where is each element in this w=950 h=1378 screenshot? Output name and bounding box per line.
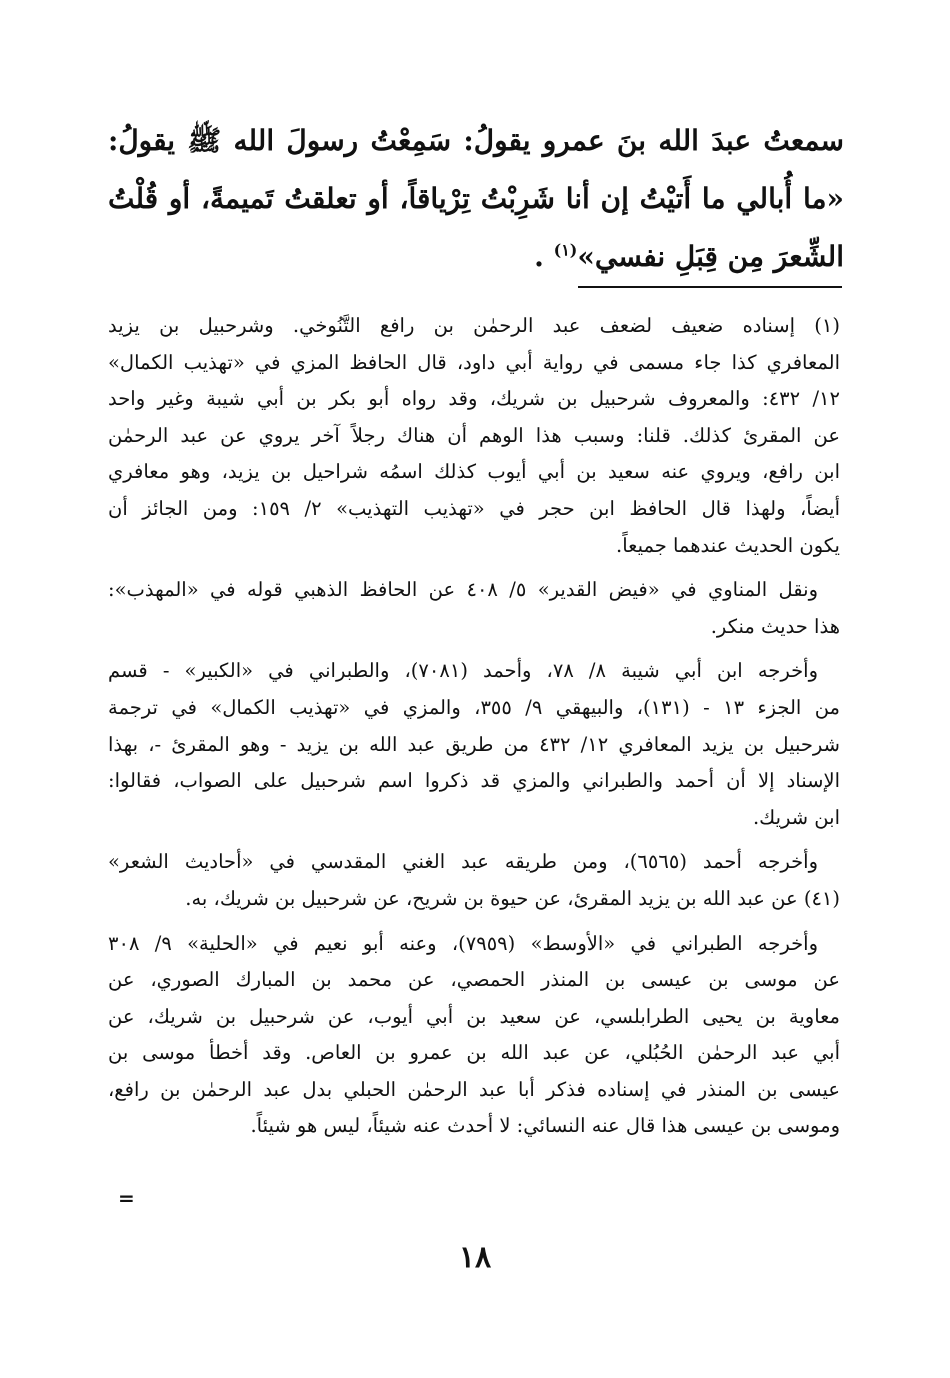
footnote-divider <box>578 286 842 288</box>
footnote-line: عيسى بن المنذر في إسناده فذكر أبا عبد الرحمٰن الحبلي بدل عبد الرحمٰن بن رافع، <box>108 1077 840 1101</box>
footnote-paragraph-4 <box>108 844 840 917</box>
footnotes <box>108 308 840 1153</box>
page-number: ١٨ <box>458 1240 492 1275</box>
footnote-line: من الجزء ١٣ - (١٣١)، والبيهقي ٩/ ٣٥٥، والمزي في «تهذيب الكمال» في ترجمة <box>108 695 840 719</box>
footnote-line: ابن رافع، ويروي عنه سعيد بن أبي أيوب كذلك اسمُه شراحيل بن يزيد، وهو معافري <box>108 460 840 484</box>
footnote-line: عن المقرئ كذلك. قلنا: وسبب هذا الوهم أن هناك رجلاً آخر يروي عن عبد الرحمٰن <box>108 423 840 447</box>
footnote-line: وأخرجه أحمد (٦٥٦٥)، ومن طريقه عبد الغني المقدسي في «أحاديث الشعر» <box>108 850 818 874</box>
footnote-line: ونقل المناوي في «فيض القدير» ٥/ ٤٠٨ عن الحافظ الذهبي قوله في «المهذب»: <box>108 578 818 602</box>
footnote-line: أيضاً، ولهذا قال الحافظ ابن حجر في «تهذيب التهذيب» ٢/ ١٥٩: ومن الجائز أن <box>108 496 840 520</box>
footnote-paragraph-3 <box>108 653 840 836</box>
footnote-line: ابن شريك. <box>752 805 840 829</box>
footnote-line: وأخرجه الطبراني في «الأوسط» (٧٩٥٩)، وعنه أبو نعيم في «الحلية» ٩/ ٣٠٨ <box>108 931 818 955</box>
footnote-line: المعافري كذا جاء مسمى في رواية أبي داود، قال الحافظ المزي في «تهذيب الكمال» <box>108 350 840 374</box>
hadith-text <box>108 112 844 286</box>
hadith-line-2: «ما أُبالي ما أَتيْتُ إن أنا شَرِبْتُ تِرْياقاً، أو تعلقتُ تَميمةً، أو قُلْتُ <box>108 182 844 215</box>
footnote-line: معاوية بن يحيى الطرابلسي، عن سعيد بن أبي أيوب، عن شرحبيل بن شريك، عن <box>108 1004 840 1028</box>
footnote-line: ١٢/ ٤٣٢: والمعروف شرحبيل بن شريك، وقد رواه أبو بكر بن أبي شيبة وغير واحد <box>108 387 840 411</box>
footnote-line: يكون الحديث عندهما جميعاً. <box>616 533 840 557</box>
footnote-line: (١) إسناده ضعيف لضعف عبد الرحمٰن بن رافع التَّنُوخي. وشرحبيل بن يزيد <box>108 314 840 337</box>
footnote-line: (٤١) عن عبد الله بن يزيد المقرئ، عن حيوة بن شريح، عن شرحبيل بن شريك، به. <box>185 886 840 910</box>
footnote-line: وأخرجه ابن أبي شيبة ٨/ ٧٨، وأحمد (٧٠٨١)، والطبراني في «الكبير» - قسم <box>108 659 818 683</box>
footnote-line: هذا حديث منكر. <box>710 614 840 638</box>
footnote-line: شرحبيل بن يزيد المعافري ١٢/ ٤٣٢ من طريق عبد الله بن يزيد - وهو المقرئ -، بهذا <box>108 732 840 756</box>
footnote-paragraph-2 <box>108 572 840 645</box>
footnote-reference: (١) <box>553 240 578 260</box>
footnote-paragraph-5 <box>108 926 840 1146</box>
footnote-line: وموسى بن عيسى هذا قال عنه النسائي: لا أحدث عنه شيئاً، ليس هو شيئاً. <box>250 1114 840 1138</box>
hadith-end-period: . <box>534 240 544 273</box>
hadith-line-1: سمعتُ عبدَ الله بنَ عمرو يقولُ: سَمِعْتُ رسولَ الله ﷺ يقولُ: <box>108 124 844 157</box>
hadith-line-3-text: الشِّعرَ مِن قِبَلِ نفسي» <box>577 240 844 273</box>
footnote-line: عن موسى بن عيسى بن المنذر الحمصي، عن محمد بن المبارك الصوري، عن <box>108 968 840 992</box>
hadith-line-3 <box>108 228 844 286</box>
footnote-paragraph-1 <box>108 308 840 564</box>
footnote-line: الإسناد إلا أن أحمد والطبراني والمزي قد ذكروا اسم شرحبيل على الصواب، فقالوا: <box>108 769 840 793</box>
continuation-mark: = <box>118 1186 135 1210</box>
footnote-line: أبي عبد الرحمٰن الحُبُلي، عن عبد الله بن عمرو بن العاص. وقد أخطأ موسى بن <box>108 1041 840 1065</box>
